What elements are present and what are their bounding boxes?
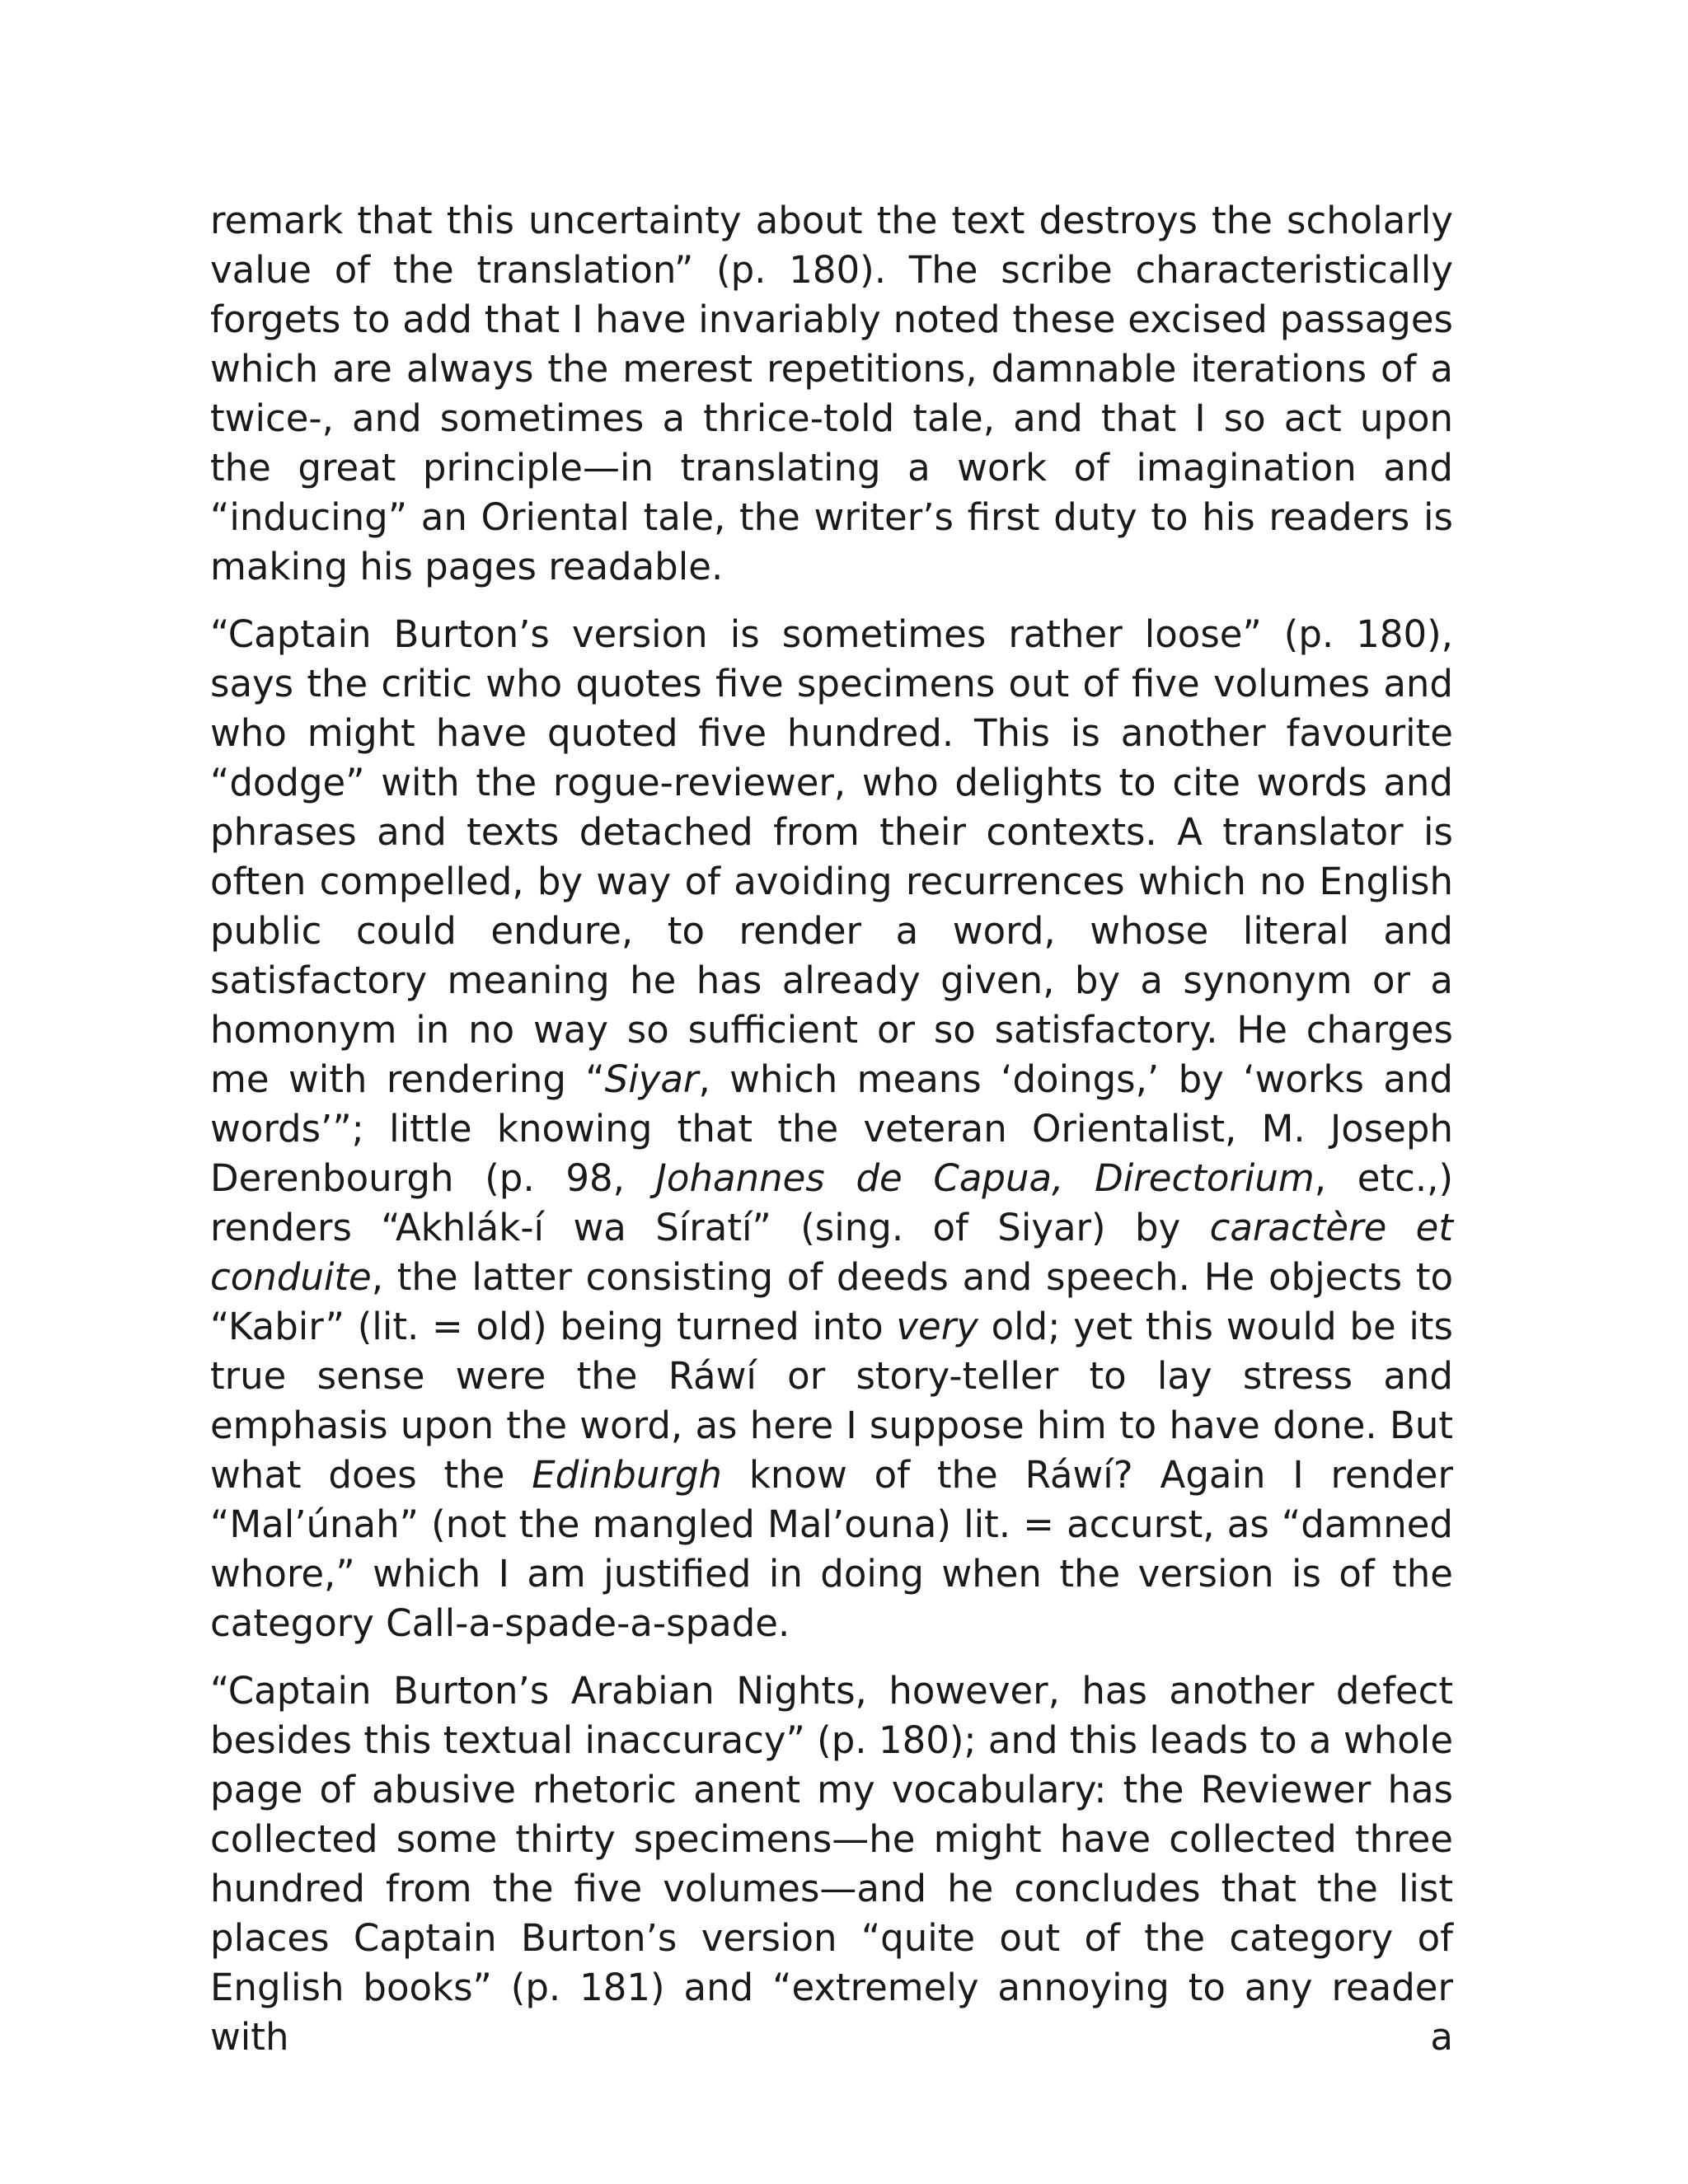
text-segment: old; yet this would be its true sense were the Ráwí or story-teller to lay stress and emphasis upon the word, as here I suppose him to have done. But what does the xyxy=(210,1305,1453,1497)
italic-emphasis-very: very xyxy=(896,1305,978,1348)
text-segment: , etc.,) renders “Akhlák-í wa Síratí” (sing. of Siyar) by xyxy=(210,1156,1454,1249)
text-segment: know of the Ráwí? Again I render “Mal’únah” (not the mangled Mal’ouna) lit. = accurst, as “damned whore,” which I am justified in doing when the version is of the category Call-a-spade-a-spade. xyxy=(210,1453,1453,1645)
text-segment: remark that this uncertainty about the text destroys the scholarly value of the translation” (p. 180). The scribe characteristically forgets to add that I have invariably noted these excised passages which are always the merest repetitions, damnable iterations of a twice-, and sometimes a thrice-told tale, and that I so act upon the great principle—in translating a work of imagination and “inducing” an Oriental tale, the writer’s first duty to his readers is making his pages readable. xyxy=(210,199,1453,588)
text-segment: “Captain Burton’s version is sometimes rather loose” (p. 180), says the critic who quotes five specimens out of five volumes and who might have quoted five hundred. This is another favourite “dodge” with the rogue-reviewer, who delights to cite words and phrases and texts detached from their contexts. A translator is often compelled, by way of avoiding recurrences which no English public could endure, to render a word, whose literal and satisfactory meaning he has already given, by a synonym or a homonym in no way so sufficient or so satisfactory. He charges me with rendering “ xyxy=(210,612,1453,1101)
italic-edinburgh: Edinburgh xyxy=(532,1453,722,1497)
paragraph-2 xyxy=(210,610,1453,1648)
text-segment: , the latter consisting of deeds and speech. He objects to “Kabir” (lit. = old) being turned into xyxy=(210,1255,1453,1348)
italic-book-title: Johannes de Capua, Directorium xyxy=(655,1156,1315,1200)
text-segment: “Captain Burton’s Arabian Nights, however, has another defect besides this textual inaccuracy” (p. 180); and this leads to a whole page of abusive rhetoric anent my vocabulary: the Reviewer has collected some thirty specimens—he might have collected three hundred from the five volumes—and he concludes that the list places Captain Burton’s version “quite out of the category of English books” (p. 181) and “extremely annoying to any reader with a xyxy=(210,1669,1453,2059)
paragraph-3 xyxy=(210,1666,1453,2062)
text-segment: , which means ‘doings,’ by ‘works and words’”; little knowing that the veteran Orientalist, M. Joseph Derenbourgh (p. 98, xyxy=(210,1057,1453,1200)
italic-term-siyar: Siyar xyxy=(604,1057,699,1101)
body-text xyxy=(210,196,1453,2080)
italic-french-phrase: caractère et conduite xyxy=(210,1206,1453,1299)
paragraph-1 xyxy=(210,196,1453,592)
